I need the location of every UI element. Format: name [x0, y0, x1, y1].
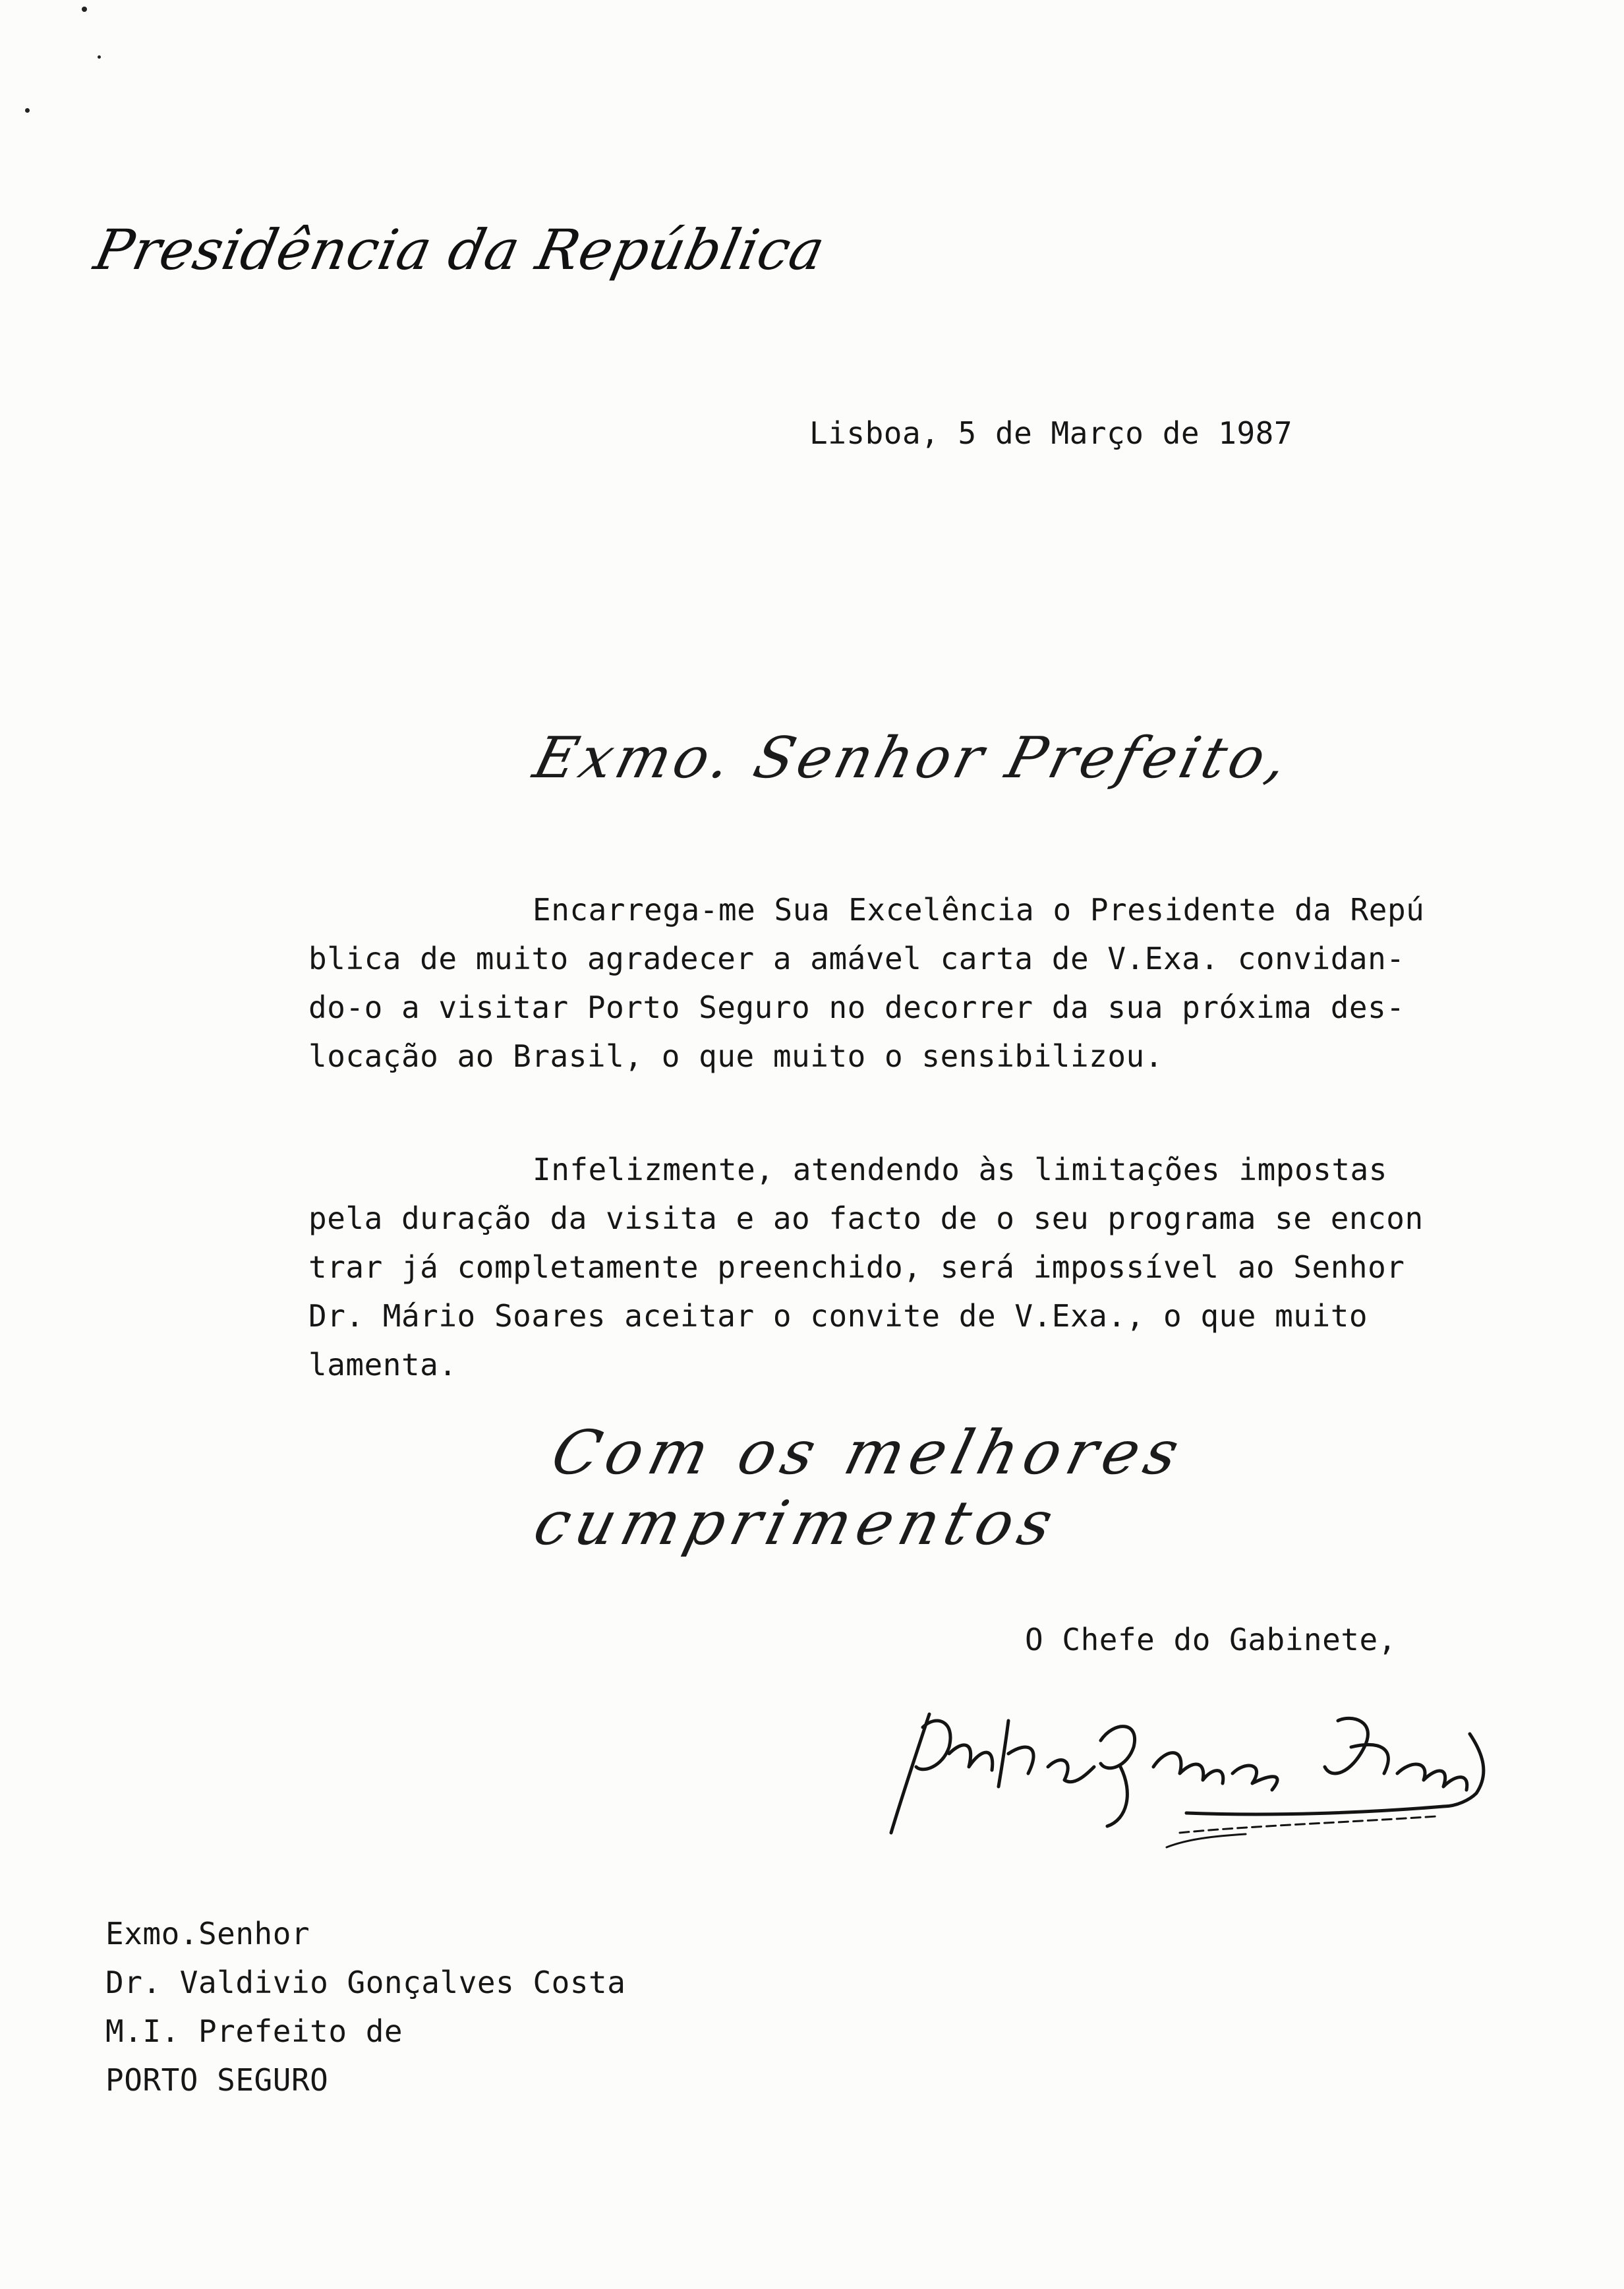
signatory-title: O Chefe do Gabinete, — [1025, 1622, 1397, 1657]
handwritten-salutation: Exmo. Senhor Prefeito, — [527, 725, 1298, 791]
letterhead: Presidência da República — [89, 218, 831, 282]
paragraph-line: Dr. Mário Soares aceitar o convite de V.Exa., o que muito — [308, 1298, 1368, 1334]
paragraph-line: trar já completamente preenchido, será impossível ao Senhor — [308, 1249, 1405, 1285]
recipient-line: Exmo.Senhor — [105, 1916, 310, 1951]
handwritten-signature — [877, 1675, 1522, 1886]
recipient-line: Dr. Valdivio Gonçalves Costa — [105, 1965, 626, 2000]
paragraph-line: Encarrega-me Sua Excelência o Presidente da Repú — [533, 892, 1425, 928]
paragraph-line: Infelizmente, atendendo às limitações impostas — [533, 1152, 1387, 1187]
body-paragraph-2 — [308, 1145, 1424, 1389]
scan-speck — [98, 55, 101, 59]
date-line: Lisboa, 5 de Março de 1987 — [809, 415, 1293, 451]
paragraph-line: lamenta. — [308, 1347, 457, 1382]
paragraph-line: pela duração da visita e ao facto de o seu programa se encon — [308, 1201, 1424, 1236]
scan-speck — [82, 7, 87, 12]
recipient-line: M.I. Prefeito de — [105, 2013, 403, 2049]
paragraph-line: do-o a visitar Porto Seguro no decorrer da sua próxima des- — [308, 990, 1405, 1025]
body-paragraph-1 — [308, 885, 1424, 1081]
handwritten-closing: Com os melhores cumprimentos — [527, 1417, 1192, 1559]
recipient-address — [105, 1909, 625, 2104]
scan-speck — [25, 108, 30, 113]
paragraph-line: blica de muito agradecer a amável carta de V.Exa. convidan- — [308, 941, 1405, 976]
recipient-line: PORTO SEGURO — [105, 2062, 329, 2098]
paragraph-line: locação ao Brasil, o que muito o sensibilizou. — [308, 1038, 1163, 1074]
